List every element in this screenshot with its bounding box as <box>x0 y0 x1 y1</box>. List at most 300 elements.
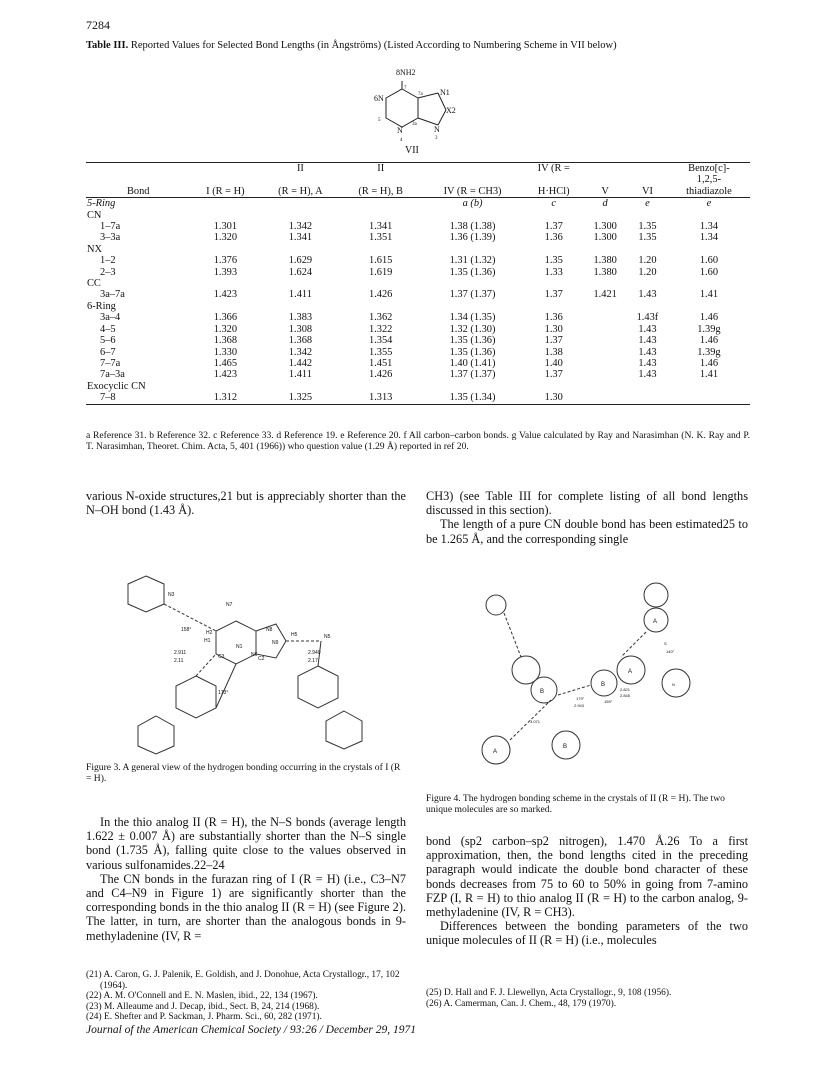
bond-value-cell <box>627 278 668 289</box>
atom-label: 3 <box>435 136 438 141</box>
atom-label: N <box>397 126 403 135</box>
column-header <box>190 163 260 175</box>
figure-label: 2.11 <box>174 658 184 664</box>
column-header: I (R = H) <box>190 186 260 198</box>
reference: (22) A. M. O'Connell and E. N. Maslen, ibid., 22, 134 (1967). <box>86 991 318 1002</box>
bond-value-cell: 1.330 <box>213 346 238 358</box>
bond-name-cell: CC <box>87 278 101 290</box>
bond-value-cell <box>190 278 260 289</box>
bond-value-cell <box>583 381 627 392</box>
bond-value-cell: 1.20 <box>638 255 657 267</box>
column-header <box>190 174 260 185</box>
table-row <box>86 255 750 266</box>
bond-name-cell: 4–5 <box>100 323 116 335</box>
figure-label: 155° <box>604 699 613 704</box>
column-header <box>260 174 340 185</box>
bond-value-cell <box>583 347 627 358</box>
bond-value-cell: 1.393 <box>213 266 238 278</box>
bond-value-cell <box>627 210 668 221</box>
structure-label: VII <box>405 145 419 156</box>
bond-name-cell: 5-Ring <box>87 198 116 210</box>
bond-value-cell: 1.32 (1.30) <box>449 323 496 335</box>
page-number: 7284 <box>86 18 110 32</box>
figure-label: H2 <box>206 630 213 636</box>
bond-length-table <box>86 162 750 405</box>
column-header: (R = H), B <box>341 186 421 198</box>
bond <box>216 664 236 708</box>
bond-value-cell: 1.36 <box>544 232 563 244</box>
ring <box>644 583 668 607</box>
bond-value-cell: 1.423 <box>213 369 238 381</box>
paragraph: The CN bonds in the furazan ring of I (R = H) (i.e., C3–N7 and C4–N9 in Figure 1) are significantly shorter than the corresponding bonds in the thio analog II (R = H) (see Figure 2). The latter, in turn, are shorter than the analogous bonds in 9-methyladenine (IV, R = <box>86 871 406 943</box>
table-row <box>86 381 750 392</box>
bond-value-cell: 1.38 (1.38) <box>449 221 496 233</box>
table-row <box>86 347 750 358</box>
bond-value-cell: 1.376 <box>213 255 238 267</box>
paragraph: The length of a pure CN double bond has been estimated25 to be 1.265 Å, and the corresponding single <box>426 517 748 546</box>
figure-label: N8 <box>266 627 273 633</box>
bond-value-cell: 1.320 <box>213 323 238 335</box>
bond-value-cell: 1.308 <box>288 323 313 335</box>
table-header-row <box>86 174 750 185</box>
paragraph: CH3) (see Table III for complete listing of all bond lengths discussed in this section). <box>426 489 748 518</box>
bond-value-cell: 1.342 <box>288 221 313 233</box>
bond-value-cell: 1.46 <box>699 335 719 347</box>
bond-name-cell: 3a–4 <box>100 312 121 324</box>
bond-name-cell: 7–8 <box>86 392 190 404</box>
bond-value-cell: c <box>551 198 557 210</box>
journal-footer: Journal of the American Chemical Society / 93:26 / December 29, 1971 <box>86 1024 417 1036</box>
bond-value-cell: e <box>706 198 712 210</box>
bond-value-cell: 1.322 <box>369 323 393 335</box>
table-row <box>86 267 750 278</box>
column-header: Bond <box>86 186 190 198</box>
figure-label: 140° <box>666 649 675 654</box>
bond-value-cell: 1.40 (1.41) <box>449 357 496 369</box>
bond-value-cell: 1.46 <box>699 312 719 324</box>
column-header <box>86 163 190 175</box>
bond-value-cell: 1.354 <box>369 335 393 347</box>
bond-value-cell: 1.355 <box>369 346 393 358</box>
bond-value-cell: 1.366 <box>213 312 238 324</box>
column-header <box>583 174 627 185</box>
bond-value-cell <box>583 210 627 221</box>
reference: (23) M. Alleaume and J. Decap, ibid., Sect. B, 24, 214 (1968). <box>86 1001 320 1012</box>
ring <box>128 576 164 612</box>
table-row <box>86 221 750 232</box>
bond-value-cell: 1.380 <box>593 255 617 267</box>
table-row <box>86 232 750 243</box>
paragraph: Differences between the bonding parameters of the two unique molecules of II (R = H) (i.e., molecules <box>426 919 748 948</box>
bond-value-cell <box>260 381 340 392</box>
bond-value-cell: 1.34 (1.35) <box>449 312 496 324</box>
bond-value-cell: d <box>602 198 608 210</box>
table-caption <box>86 40 746 51</box>
bond-value-cell <box>421 278 524 289</box>
bond-value-cell <box>524 278 583 289</box>
figure-label: 2.940 <box>308 650 321 656</box>
column-header: VI <box>627 186 668 198</box>
bond-value-cell: 1.368 <box>288 335 313 347</box>
column-header <box>627 163 668 175</box>
column-header <box>421 163 524 175</box>
bond-value-cell <box>668 278 750 289</box>
bond-value-cell <box>341 244 421 255</box>
bond-value-cell: 1.313 <box>341 392 421 404</box>
bond-value-cell: 1.41 <box>699 369 719 381</box>
bond-2-3 <box>438 110 446 125</box>
bond-value-cell <box>627 301 668 312</box>
figure-label: 2.17 <box>308 658 318 664</box>
bond-value-cell <box>668 210 750 221</box>
bond-value-cell: 1.442 <box>288 357 313 369</box>
table-row <box>86 324 750 335</box>
column-header <box>524 174 583 185</box>
table-header-row <box>86 186 750 198</box>
table-header-row <box>86 163 750 175</box>
body-text-right <box>426 834 748 948</box>
bond-value-cell: 1.312 <box>190 392 260 404</box>
body-text-right-top <box>426 489 748 546</box>
bond-name-cell: 7a–3a <box>100 369 125 381</box>
bond-value-cell: 1.30 <box>524 392 583 404</box>
paragraph: In the thio analog II (R = H), the N–S bonds (average length 1.622 ± 0.007 Å) are substantially shorter than the N–S single bond (1.735 Å), falling quite close to the values observed in various sulfonamides.22–24 <box>86 815 406 872</box>
bond-value-cell: 1.60 <box>699 266 719 278</box>
bond-value-cell: 1.351 <box>369 232 393 244</box>
atom-label: 7a <box>418 92 423 97</box>
column-header: V <box>583 186 627 198</box>
bond-value-cell: 1.300 <box>593 232 617 244</box>
bond-value-cell: 1.43 <box>638 369 657 381</box>
atom-label: 7 <box>404 86 407 91</box>
bond-value-cell: 1.39g <box>697 323 721 335</box>
references-right <box>426 988 748 1009</box>
bond-value-cell <box>260 244 340 255</box>
bond-value-cell <box>668 392 750 404</box>
bond-value-cell: e <box>645 198 650 210</box>
figure-label: C3 <box>218 654 225 660</box>
bond-value-cell: 1.36 <box>544 312 563 324</box>
table-row <box>86 289 750 300</box>
bond-value-cell: a (b) <box>462 198 483 210</box>
figure-label: N9 <box>272 640 279 646</box>
bond-value-cell <box>260 278 340 289</box>
ring <box>662 669 690 697</box>
reference: (25) D. Hall and F. J. Llewellyn, Acta Crystallogr., 9, 108 (1956). <box>426 988 672 998</box>
bond-value-cell: 1.341 <box>288 232 313 244</box>
ring <box>138 716 174 754</box>
bond-value-cell: 1.619 <box>369 266 393 278</box>
bond-value-cell: 1.60 <box>699 255 719 267</box>
figure-4-caption: Figure 4. The hydrogen bonding scheme in the crystals of II (R = H). The two unique molecules are so marked. <box>426 793 725 815</box>
bond-value-cell: 1.31 (1.32) <box>449 255 496 267</box>
atom-label: N1 <box>440 88 450 97</box>
bond-name-cell: 6–7 <box>100 346 116 358</box>
bond-value-cell <box>583 244 627 255</box>
figure-label: N <box>672 682 675 687</box>
bond-value-cell <box>668 381 750 392</box>
figure-label: 158° <box>181 627 192 633</box>
table-row <box>86 369 750 380</box>
bond-value-cell <box>341 301 421 312</box>
figure-label: 179° <box>576 696 585 701</box>
bond-value-cell: 1.43 <box>638 335 657 347</box>
molecule-label: A <box>493 749 498 755</box>
bond-value-cell: 1.46 <box>699 357 719 369</box>
figure-label: H5 <box>291 632 298 638</box>
bond-name-cell: NX <box>87 243 103 255</box>
bond-value-cell <box>190 244 260 255</box>
bond-value-cell: 1.411 <box>288 289 312 301</box>
bond-value-cell: 1.300 <box>593 221 617 233</box>
table-row <box>86 312 750 323</box>
bond-value-cell: 1.37 <box>544 335 563 347</box>
bond-name-cell: 3a–7a <box>100 289 125 301</box>
bond-value-cell <box>260 301 340 312</box>
bond-value-cell <box>583 335 627 346</box>
bond-value-cell <box>421 301 524 312</box>
table-row <box>86 392 750 404</box>
table-footnotes: a Reference 31. b Reference 32. c Reference 33. d Reference 19. e Reference 20. f All carbon–carbon bonds. g Value calculated by Ray and Narasimhan (N. K. Ray and P. T. Narasimhan, Theoret. Chim. Acta, 5, 401 (1966)) who question value (1.29 Å) reported in ref 20. <box>86 430 750 452</box>
bond-name-cell: 2–3 <box>100 266 116 278</box>
bond-value-cell <box>190 210 260 221</box>
figure-label: 2.911 <box>174 650 187 656</box>
molecule-label: B <box>563 744 568 750</box>
table-row <box>86 335 750 346</box>
figure-label: 3.071 <box>530 719 541 724</box>
bond-value-cell <box>583 278 627 289</box>
ring <box>326 711 362 749</box>
column-header: H·HCl) <box>524 186 583 198</box>
figure-label: H1 <box>204 638 211 644</box>
bond-name-cell: 5–6 <box>100 335 116 347</box>
bond-value-cell: 1.37 <box>544 369 563 381</box>
reference: (21) A. Caron, G. J. Palenik, E. Goldish, and J. Donohue, Acta Crystallogr., 17, 102 (1964). <box>86 970 400 991</box>
bond-value-cell <box>668 244 750 255</box>
column-header: IV (R = <box>537 163 570 174</box>
figure-label: S <box>664 641 667 646</box>
table-row <box>86 198 750 210</box>
figure-label: N7 <box>226 602 233 608</box>
table-caption-text: Reported Values for Selected Bond Lengths (in Ångströms) (Listed According to Numbering Scheme in VII below) <box>130 40 617 51</box>
bond-value-cell: 1.341 <box>369 221 393 233</box>
bond-name-cell: 1–7a <box>100 221 121 233</box>
atom-label: 8NH2 <box>396 68 416 77</box>
bond-value-cell: 1.43 <box>638 357 657 369</box>
bond-value-cell <box>583 392 627 404</box>
hbond <box>621 632 646 657</box>
reference: (26) A. Camerman, Can. J. Chem., 48, 179 (1970). <box>426 998 617 1009</box>
bond-value-cell: 1.35 <box>544 255 563 267</box>
ring <box>176 676 216 718</box>
figure-label: 2.943 <box>574 703 585 708</box>
column-header <box>583 163 627 175</box>
bond-value-cell: 1.43 <box>638 289 657 301</box>
bond-value-cell: 1.423 <box>213 289 238 301</box>
bond-value-cell <box>583 358 627 369</box>
molecule-label: B <box>601 682 606 688</box>
bond-value-cell <box>190 381 260 392</box>
bond-name-cell: 7–7a <box>100 357 121 369</box>
column-header <box>341 174 421 185</box>
bond-value-cell: 1.380 <box>593 266 617 278</box>
body-text-left-top <box>86 489 406 517</box>
bond-value-cell <box>668 301 750 312</box>
bond-value-cell <box>627 381 668 392</box>
figure-label: 173° <box>218 690 229 696</box>
table-row <box>86 301 750 312</box>
bond-value-cell: 1.34 <box>699 232 719 244</box>
bond-value-cell: 1.426 <box>369 289 393 301</box>
bond-value-cell: 1.37 (1.37) <box>449 369 496 381</box>
atom-label: X2 <box>446 106 456 115</box>
reference: (24) E. Shefter and P. Sackman, J. Pharm. Sci., 60, 282 (1971). <box>86 1012 322 1023</box>
bond-value-cell <box>421 381 524 392</box>
column-header <box>86 174 190 185</box>
paragraph: bond (sp2 carbon–sp2 nitrogen), 1.470 Å.26 To a first approximation, then, the bond lengths cited in the preceding paragraph would indicate the double bond character of these bonds decreases from 75 to 60 to 50% in going from 7-amino FZP (I, R = H) to thio analog II (R = H) to the carbon analog, 9-methyladenine (IV, R = CH3). <box>426 834 748 920</box>
bond-value-cell: 1.38 <box>544 346 563 358</box>
bond-value-cell <box>341 381 421 392</box>
molecule-label: A <box>628 669 633 675</box>
figure-label: C2 <box>258 656 265 662</box>
bond-name-cell: Exocyclic CN <box>87 380 146 392</box>
column-header <box>421 174 524 185</box>
molecule-label: A <box>653 619 658 625</box>
bond-value-cell <box>341 278 421 289</box>
bond-name-cell: CN <box>87 209 102 221</box>
bond-value-cell <box>524 244 583 255</box>
bond-value-cell: 1.41 <box>699 289 719 301</box>
bond-value-cell <box>190 198 260 210</box>
bond-value-cell: 1.421 <box>593 289 617 301</box>
table-row <box>86 210 750 221</box>
column-header: IV (R = CH3) <box>421 186 524 198</box>
structure-vii-diagram <box>360 63 470 158</box>
figure-label: 2.821 <box>620 687 631 692</box>
bond-value-cell: 1.615 <box>369 255 393 267</box>
bond-name-cell: 6-Ring <box>87 300 116 312</box>
bond-value-cell <box>627 392 668 404</box>
bond-value-cell <box>583 369 627 380</box>
bond-value-cell <box>421 210 524 221</box>
figure-label: N6 <box>251 652 258 658</box>
atom-label: 3a <box>412 122 417 127</box>
bond-value-cell <box>524 381 583 392</box>
figure-3-caption: Figure 3. A general view of the hydrogen bonding occurring in the crystals of I (R = H). <box>86 762 401 784</box>
bond-value-cell <box>260 198 340 210</box>
bond-value-cell: 1.30 <box>544 323 563 335</box>
column-header: II <box>296 163 304 174</box>
column-header: thiadiazole <box>668 186 750 198</box>
bond-value-cell: 1.35 <box>638 221 657 233</box>
table-row <box>86 358 750 369</box>
bond-value-cell: 1.426 <box>369 369 393 381</box>
column-header: 1,2,5- <box>696 174 722 186</box>
ring <box>298 666 338 708</box>
paragraph: various N-oxide structures,21 but is appreciably shorter than the N–OH bond (1.43 Å). <box>86 489 406 518</box>
bond-value-cell: 1.37 (1.37) <box>449 289 496 301</box>
bond-value-cell: 1.465 <box>213 357 238 369</box>
bond-value-cell: 1.43f <box>636 312 659 324</box>
hbond <box>196 654 216 676</box>
bond-value-cell: 1.301 <box>213 221 238 233</box>
column-header: (R = H), A <box>260 186 340 198</box>
bond-value-cell: 1.36 (1.39) <box>449 232 496 244</box>
column-header: II <box>377 163 385 174</box>
hbond <box>504 613 521 657</box>
bond-value-cell: 1.35 (1.36) <box>449 346 496 358</box>
column-header <box>627 174 668 185</box>
bond-value-cell: 1.35 (1.36) <box>449 266 496 278</box>
bond-name-cell: 3–3a <box>100 232 121 244</box>
bond-value-cell <box>524 210 583 221</box>
bond-value-cell: 1.35 <box>638 232 657 244</box>
figure-label: N1 <box>236 644 243 650</box>
figure-label: N5 <box>324 634 331 640</box>
molecule-label: B <box>540 689 545 695</box>
bond-value-cell: 1.362 <box>369 312 393 324</box>
table-header <box>86 163 750 198</box>
bond-value-cell <box>190 301 260 312</box>
bond-value-cell <box>627 244 668 255</box>
bond-value-cell <box>524 301 583 312</box>
bond-value-cell <box>421 244 524 255</box>
hbond <box>558 685 591 695</box>
bond-value-cell: 1.451 <box>369 357 393 369</box>
bond-value-cell: 1.33 <box>544 266 563 278</box>
table-row <box>86 244 750 255</box>
bond-value-cell: 1.39g <box>697 346 721 358</box>
bond-value-cell: 1.43 <box>638 346 657 358</box>
bond-value-cell: 1.37 <box>544 221 563 233</box>
bond-value-cell <box>583 324 627 335</box>
bond-value-cell: 1.411 <box>288 369 312 381</box>
figure-4-drawing <box>426 565 748 793</box>
table-row <box>86 278 750 289</box>
atom-label: 5 <box>378 118 381 123</box>
bond-value-cell: 1.624 <box>288 266 313 278</box>
bond-value-cell <box>583 301 627 312</box>
bond-value-cell: 1.383 <box>288 312 313 324</box>
figure-3-drawing <box>86 536 406 758</box>
bond-value-cell: 1.35 (1.36) <box>449 335 496 347</box>
bond-value-cell: 1.629 <box>288 255 313 267</box>
bond-value-cell <box>341 210 421 221</box>
atom-label: N <box>434 125 440 134</box>
bond-value-cell: 1.34 <box>699 221 719 233</box>
bond-value-cell: 1.342 <box>288 346 313 358</box>
references-left <box>86 970 406 1023</box>
ring <box>486 595 506 615</box>
bond-value-cell: 1.368 <box>213 335 238 347</box>
table-body <box>86 198 750 404</box>
figure-label: 2.845 <box>620 693 631 698</box>
bond-value-cell <box>583 312 627 323</box>
bond-value-cell: 1.40 <box>544 357 563 369</box>
table-caption-label: Table III. <box>86 40 129 51</box>
bond-value-cell <box>341 198 421 210</box>
bond-value-cell: 1.325 <box>260 392 340 404</box>
bond-value-cell: 1.320 <box>213 232 238 244</box>
bond-3-3a <box>418 118 438 125</box>
bond-value-cell: 1.37 <box>544 289 563 301</box>
bond-name-cell: 1–2 <box>100 255 116 267</box>
figure-label: N3 <box>168 592 175 598</box>
column-header: Benzo[c]- <box>688 163 730 174</box>
body-text-left <box>86 815 406 943</box>
atom-label: 4 <box>400 138 403 143</box>
bond-value-cell: 1.43 <box>638 323 657 335</box>
